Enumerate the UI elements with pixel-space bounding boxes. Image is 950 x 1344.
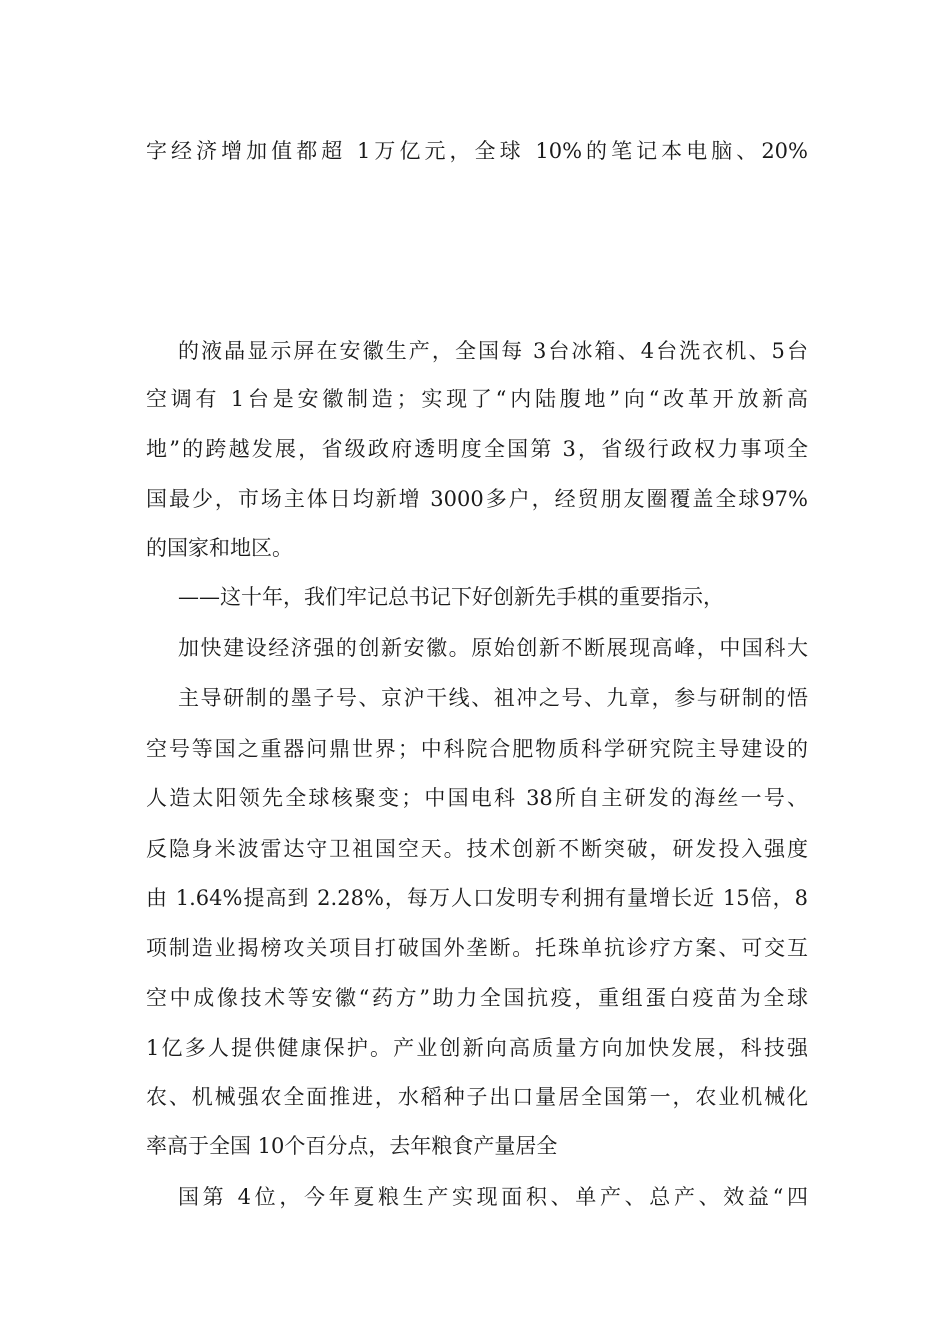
text-line: 的国家和地区。 bbox=[146, 536, 293, 560]
text-line: 率高于全国 10个百分点，去年粮食产量居全 bbox=[146, 1134, 558, 1158]
text-line: 主导研制的墨子号、京沪干线、祖冲之号、九章，参与研制的悟 bbox=[178, 686, 808, 710]
text-line: 农、机械强农全面推进，水稻种子出口量居全国第一，农业机械化 bbox=[146, 1085, 808, 1109]
text-line: 空号等国之重器问鼎世界；中科院合肥物质科学研究院主导建设的 bbox=[146, 737, 808, 761]
text-line: 加快建设经济强的创新安徽。原始创新不断展现高峰，中国科大 bbox=[178, 636, 808, 660]
text-line: 1亿多人提供健康保护。产业创新向高质量方向加快发展，科技强 bbox=[146, 1036, 808, 1060]
text-line: 国第 4位，今年夏粮生产实现面积、单产、总产、效益“四 bbox=[178, 1185, 808, 1209]
text-line: 由 1.64%提高到 2.28%，每万人口发明专利拥有量增长近 15倍，8 bbox=[146, 886, 808, 910]
text-line: 反隐身米波雷达守卫祖国空天。技术创新不断突破，研发投入强度 bbox=[146, 837, 808, 861]
text-line: 字经济增加值都超 1万亿元，全球 10%的笔记本电脑、20% bbox=[146, 139, 808, 163]
text-line: 地”的跨越发展，省级政府透明度全国第 3，省级行政权力事项全 bbox=[146, 437, 808, 461]
text-line: 项制造业揭榜攻关项目打破国外垄断。托珠单抗诊疗方案、可交互 bbox=[146, 936, 808, 960]
text-line: ——这十年，我们牢记总书记下好创新先手棋的重要指示， bbox=[178, 585, 724, 609]
text-line: 空调有 1台是安徽制造；实现了“内陆腹地”向“改革开放新高 bbox=[146, 387, 808, 411]
text-line: 国最少，市场主体日均新增 3000多户，经贸朋友圈覆盖全球97% bbox=[146, 487, 808, 511]
text-line: 的液晶显示屏在安徽生产，全国每 3台冰箱、4台洗衣机、5台 bbox=[178, 339, 808, 363]
text-line: 人造太阳领先全球核聚变；中国电科 38所自主研发的海丝一号、 bbox=[146, 786, 808, 810]
text-line: 空中成像技术等安徽“药方”助力全国抗疫，重组蛋白疫苗为全球 bbox=[146, 986, 808, 1010]
